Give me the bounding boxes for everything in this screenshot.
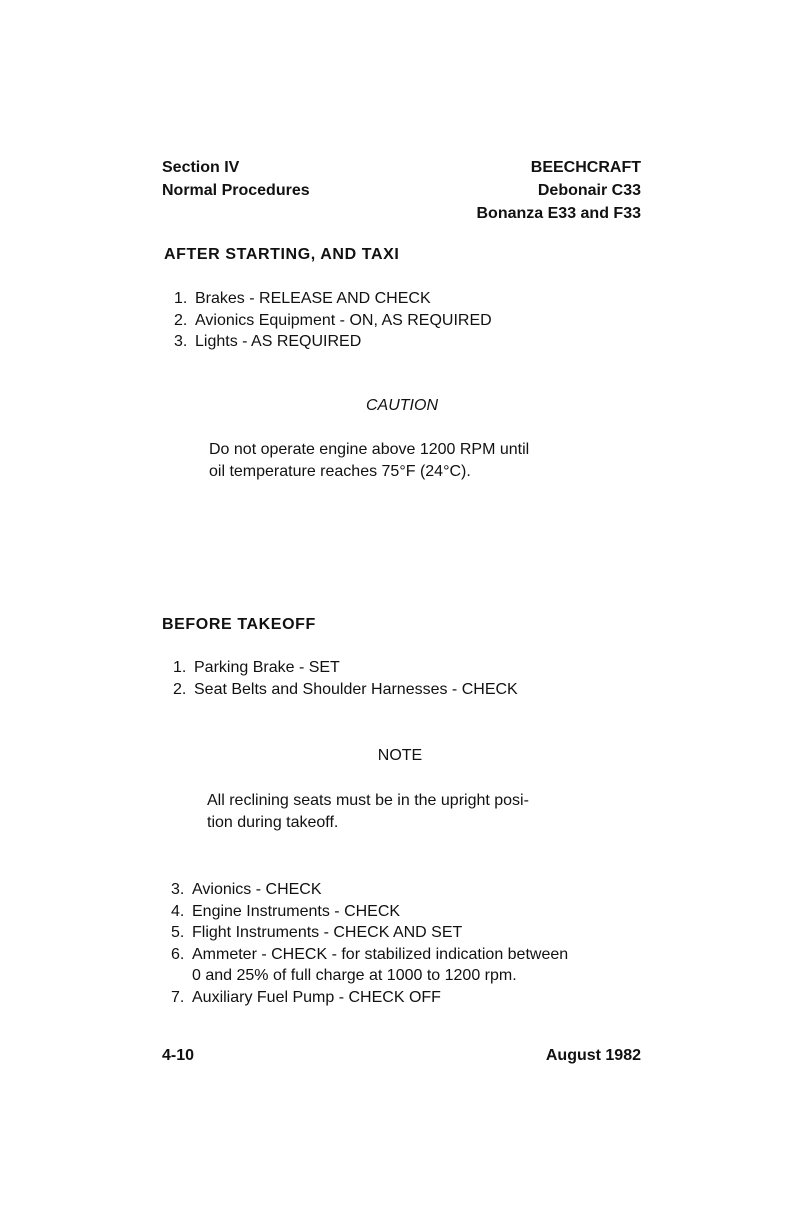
list-item bbox=[173, 657, 633, 679]
header-left bbox=[162, 156, 310, 202]
before-takeoff-list-a bbox=[173, 657, 633, 700]
item-number: 4. bbox=[171, 902, 185, 920]
section-subtitle: Normal Procedures bbox=[162, 182, 310, 199]
item-text bbox=[192, 944, 651, 987]
list-item bbox=[171, 944, 651, 987]
item-number: 3. bbox=[174, 333, 188, 350]
note-body bbox=[207, 790, 627, 834]
item-text: Parking Brake - SET bbox=[194, 659, 340, 676]
item-number: 1. bbox=[173, 659, 187, 676]
note-title: NOTE bbox=[377, 747, 423, 764]
header-right bbox=[477, 156, 642, 225]
model-line-2: Bonanza E33 and F33 bbox=[476, 205, 641, 222]
item-text-line: Ammeter - CHECK - for stabilized indication between bbox=[192, 945, 569, 963]
item-number: 3. bbox=[171, 881, 185, 898]
list-item bbox=[171, 901, 651, 923]
caution-body bbox=[209, 439, 629, 483]
item-number: 1. bbox=[174, 290, 188, 307]
item-text: Avionics Equipment - ON, AS REQUIRED bbox=[195, 311, 492, 329]
manufacturer: BEECHCRAFT bbox=[530, 159, 641, 176]
item-number: 6. bbox=[171, 945, 185, 963]
note-line: tion during takeoff. bbox=[207, 814, 339, 831]
item-text-line: 0 and 25% of full charge at 1000 to 1200 rpm. bbox=[192, 967, 517, 984]
list-item bbox=[173, 679, 633, 701]
before-takeoff-list-b bbox=[171, 879, 651, 1008]
item-text: Seat Belts and Shoulder Harnesses - CHECK bbox=[194, 680, 518, 698]
item-number: 2. bbox=[173, 680, 187, 698]
section-label: Section IV bbox=[162, 159, 240, 176]
caution-line: Do not operate engine above 1200 RPM until bbox=[209, 441, 530, 458]
item-text: Engine Instruments - CHECK bbox=[192, 902, 401, 920]
note-line: All reclining seats must be in the upright posi- bbox=[207, 792, 529, 809]
item-text: Flight Instruments - CHECK AND SET bbox=[192, 924, 463, 941]
list-item bbox=[171, 879, 651, 901]
item-text: Lights - AS REQUIRED bbox=[195, 333, 362, 350]
list-item bbox=[171, 922, 651, 944]
caution-line: oil temperature reaches 75°F (24°C). bbox=[209, 463, 471, 480]
list-item bbox=[174, 310, 634, 332]
list-item bbox=[174, 288, 634, 310]
list-item bbox=[174, 331, 634, 353]
item-number: 5. bbox=[171, 924, 185, 941]
before-takeoff-title: BEFORE TAKEOFF bbox=[162, 616, 316, 633]
item-text: Avionics - CHECK bbox=[192, 881, 322, 898]
after-starting-title: AFTER STARTING, AND TAXI bbox=[164, 246, 400, 263]
item-text: Brakes - RELEASE AND CHECK bbox=[195, 290, 431, 307]
page-number: 4-10 bbox=[162, 1047, 195, 1064]
item-number: 2. bbox=[174, 311, 188, 329]
revision-date: August 1982 bbox=[545, 1047, 641, 1064]
item-text: Auxiliary Fuel Pump - CHECK OFF bbox=[192, 988, 441, 1006]
list-item bbox=[171, 987, 651, 1009]
model-line-1: Debonair C33 bbox=[537, 182, 641, 199]
caution-title: CAUTION bbox=[366, 397, 438, 414]
item-number: 7. bbox=[171, 988, 185, 1006]
after-starting-list bbox=[174, 288, 634, 353]
